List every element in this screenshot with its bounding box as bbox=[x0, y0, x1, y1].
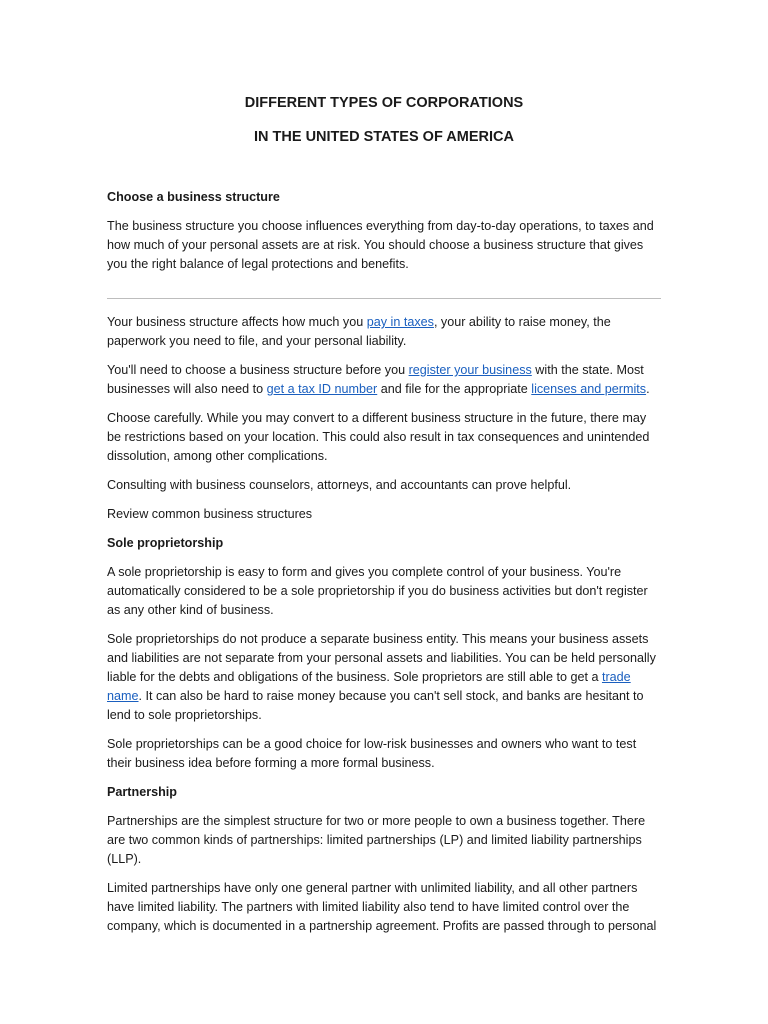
text-segment: . bbox=[646, 382, 650, 396]
paragraph-intro: The business structure you choose influences everything from day-to-day operations, to taxes and how much of your personal assets are at risk. You should choose a business structure that gives you the right balance of legal protections and benefits. bbox=[107, 219, 654, 271]
link-licenses-and-permits[interactable]: licenses and permits bbox=[531, 382, 647, 396]
text-segment: and file for the appropriate bbox=[377, 382, 532, 396]
link-trade-name[interactable]: trade name bbox=[107, 670, 631, 703]
paragraph-choose-carefully: Choose carefully. While you may convert to a different business structure in the future, there may be restrictions based on your location. This could also result in tax consequences and unintended dissolution, among other complications. bbox=[107, 411, 650, 463]
paragraph-sole-2 bbox=[107, 630, 661, 725]
text-segment: with the state. Most businesses will also need to bbox=[107, 363, 644, 396]
paragraph-partnership-2: Limited partnerships have only one general partner with unlimited liability, and all other partners have limited liability. The partners with limited liability also tend to have limited control over the company, which is documented in a partnership agreement. Profits are passed through to personal bbox=[107, 881, 657, 933]
link-pay-in-taxes[interactable]: pay in taxes bbox=[366, 315, 434, 329]
paragraph-structure-affects bbox=[107, 313, 661, 351]
heading-sole-proprietorship: Sole proprietorship bbox=[107, 536, 224, 550]
document-title-line-1: DIFFERENT TYPES OF CORPORATIONS bbox=[244, 95, 524, 111]
document-title-line-2: IN THE UNITED STATES OF AMERICA bbox=[254, 129, 514, 145]
link-get-a-tax-id-number[interactable]: get a tax ID number bbox=[266, 382, 378, 396]
heading-choose-business-structure: Choose a business structure bbox=[107, 190, 280, 204]
heading-partnership: Partnership bbox=[107, 785, 177, 799]
text-segment: You'll need to choose a business structure before you bbox=[107, 363, 409, 377]
text-segment: . It can also be hard to raise money because you can't sell stock, and banks are hesitant to lend to sole proprietorships. bbox=[107, 689, 644, 722]
link-register-your-business[interactable]: register your business bbox=[408, 363, 532, 377]
paragraph-sole-3: Sole proprietorships can be a good choice for low-risk businesses and owners who want to test their business idea before forming a more formal business. bbox=[107, 737, 637, 770]
text-segment: Sole proprietorships do not produce a separate business entity. This means your business assets and liabilities are not separate from your personal assets and liabilities. You can be held personally liable for the debts and obligations of the business. Sole proprietors are still able to get a bbox=[107, 632, 656, 684]
paragraph-partnership-1: Partnerships are the simplest structure for two or more people to own a business together. There are two common kinds of partnerships: limited partnerships (LP) and limited liability partnerships (LLP). bbox=[107, 814, 646, 866]
paragraph-register bbox=[107, 361, 661, 399]
text-segment: Your business structure affects how much you bbox=[107, 315, 367, 329]
paragraph-review-structures: Review common business structures bbox=[107, 507, 313, 521]
divider bbox=[107, 298, 661, 299]
paragraph-sole-1: A sole proprietorship is easy to form and gives you complete control of your business. You're automatically considered to be a sole proprietorship if you do business activities but don't register as any other kind of business. bbox=[107, 565, 648, 617]
paragraph-consulting: Consulting with business counselors, attorneys, and accountants can prove helpful. bbox=[107, 478, 572, 492]
text-segment: , your ability to raise money, the paperwork you need to file, and your personal liability. bbox=[107, 315, 611, 348]
